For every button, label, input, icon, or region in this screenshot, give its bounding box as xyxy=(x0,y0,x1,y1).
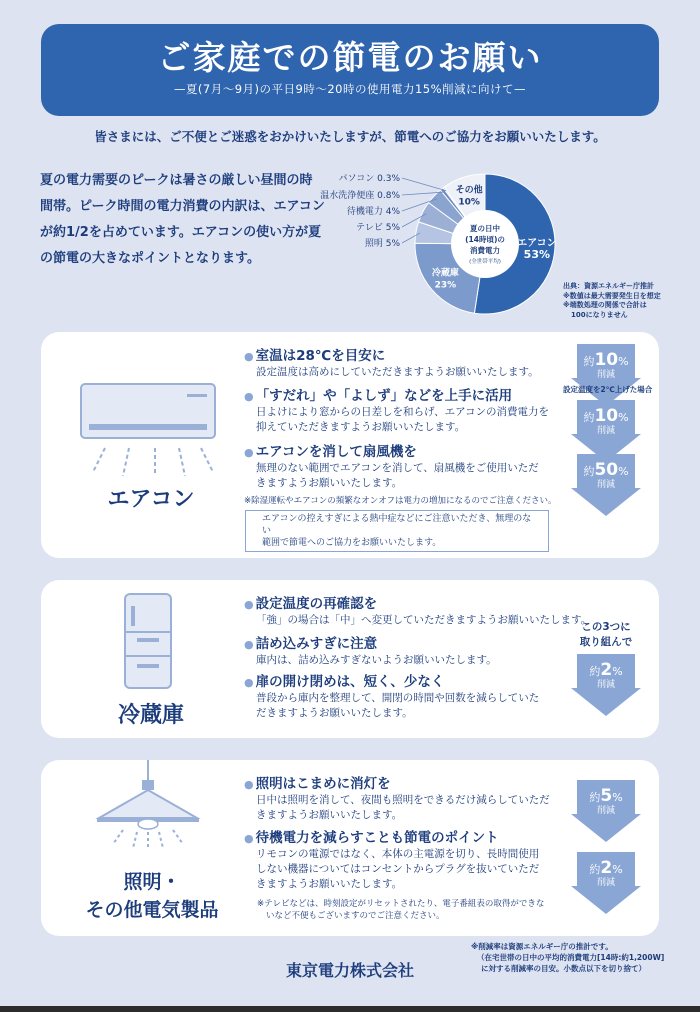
item-description: 日中は照明を消して、夜間も照明をできるだけ減らしていただ xyxy=(256,794,550,806)
item-description: 「強」の場合は「中」へ変更していただきますようお願いいたします。 xyxy=(256,614,592,626)
reduction-unit: % xyxy=(618,465,629,478)
footnote-line: （在宅世帯の日中の平均的消費電力[14時:約1,200W] xyxy=(477,953,665,962)
aircon-item-sudare xyxy=(244,388,549,435)
item-title: ● エアコンを消して扇風機を xyxy=(244,444,539,461)
ceiling-lamp-icon xyxy=(93,760,203,852)
bottom-bar xyxy=(0,1006,700,1012)
item-description: きますようお願いいたします。 xyxy=(256,878,403,890)
item-description: 設定温度は高めにしていただきますようお願いいたします。 xyxy=(256,366,539,378)
item-description: 抑えていただきますようお願いいたします。 xyxy=(256,421,466,433)
combine-note xyxy=(563,620,649,650)
reduction-label: 削減 xyxy=(596,806,615,816)
aircon-panel xyxy=(41,332,659,558)
reduction-arrow xyxy=(571,454,641,516)
pie-leader-line xyxy=(402,178,446,191)
pie-slice-value: 10% xyxy=(458,197,480,208)
item-title: ● 室温は28℃を目安に xyxy=(244,348,539,365)
pie-slice-label: エアコン xyxy=(517,237,557,249)
reduction-prefix: 約 xyxy=(583,411,595,424)
footnote-line: に対する削減率の目安。小数点以下を切り捨て） xyxy=(481,964,646,973)
reduction-arrow xyxy=(571,400,641,462)
source-line: ※数値は最大需要発生日を想定 xyxy=(563,291,661,300)
pie-slice-label: パソコン 0.3% xyxy=(338,174,400,184)
caution-line: 範囲で節電へのご協力をお願いいたします。 xyxy=(262,538,442,548)
pie-center-hole xyxy=(451,210,519,278)
footnote-line: ※削減率は資源エネルギー庁の推計です。 xyxy=(471,942,613,951)
lighting-label-line: 照明・ xyxy=(123,871,181,893)
lighting-panel xyxy=(41,760,659,936)
power-consumption-pie-chart xyxy=(320,160,575,310)
reduction-arrow xyxy=(571,344,641,406)
reduction-value: 2 xyxy=(600,858,613,878)
source-line: 100になりません xyxy=(571,310,628,319)
lighting-label-line: その他電気製品 xyxy=(85,899,219,921)
reduction-arrow xyxy=(571,852,641,914)
fridge-panel xyxy=(41,580,659,738)
combine-line: 取り組んで xyxy=(579,636,633,648)
aircon-icon xyxy=(79,382,219,482)
chart-source-note xyxy=(563,282,661,320)
item-title: ● 詰め込みすぎに注意 xyxy=(244,636,497,653)
reduction-unit: % xyxy=(618,411,629,424)
reduction-label: 削減 xyxy=(596,370,615,380)
reduction-prefix: 約 xyxy=(589,863,601,876)
pie-slice-value: 23% xyxy=(434,280,457,291)
page-subtitle: —夏(7月〜9月)の平日9時〜20時の使用電力15%削減に向けて— xyxy=(173,82,527,96)
reduction-unit: % xyxy=(612,863,623,876)
reduction-label: 削減 xyxy=(596,480,615,490)
item-title: ● 扉の開け閉めは、短く、少なく xyxy=(244,674,539,691)
item-description: きますようお願いいたします。 xyxy=(256,477,403,489)
aircon-item-temperature xyxy=(244,348,539,380)
item-description: リモコンの電源ではなく、本体の主電源を切り、長時間使用 xyxy=(256,848,540,860)
pie-slice-value: 53% xyxy=(523,247,551,261)
reduction-label: 削減 xyxy=(596,680,615,690)
fridge-item-door xyxy=(244,674,539,721)
item-description: 無理のない範囲でエアコンを消して、扇風機をご使用いただ xyxy=(256,462,539,474)
lead-text: 皆さまには、ご不便とご迷惑をおかけいたしますが、節電へのご協力をお願いいたします。 xyxy=(94,129,606,144)
item-description: きますようお願いいたします。 xyxy=(256,809,403,821)
pie-slice-label: 冷蔵庫 xyxy=(431,268,459,279)
aircon-label: エアコン xyxy=(107,487,195,512)
reduction-arrow xyxy=(571,654,641,716)
center-label-line2: (14時頃)の xyxy=(465,235,505,244)
center-label-line3: 消費電力 xyxy=(470,246,500,255)
reduction-value: 10 xyxy=(594,350,619,370)
reduction-value: 50 xyxy=(594,460,619,480)
reduction-label: 削減 xyxy=(596,426,615,436)
reduction-value: 2 xyxy=(600,660,613,680)
reduction-prefix: 約 xyxy=(583,465,595,478)
aircon-note: ※除湿運転やエアコンの頻繁なオンオフは電力の増加になるのでご注意ください。 xyxy=(244,496,557,506)
reduction-value: 5 xyxy=(600,786,613,806)
arrow-condition-note: 設定温度を2℃上げた場合 xyxy=(563,385,653,394)
reduction-prefix: 約 xyxy=(583,355,595,368)
note-line: いなど不便もございますのでご注意ください。 xyxy=(266,911,445,921)
aircon-caution-box xyxy=(245,510,549,552)
source-line: ※端数処理の関係で合計は xyxy=(563,301,647,309)
intro-text: 夏の電力需要のピークは暑さの厳しい昼間の時間帯。ピーク時間の電力消費の内訳は、エアコンが約1/2を占めています。エアコンの使い方が夏の節電の大きなポイントとなります。 xyxy=(40,173,325,266)
note-line: ※テレビなどは、時刻設定がリセットされたり、電子番組表の取得ができな xyxy=(257,899,545,909)
fridge-item-overfill xyxy=(244,636,497,668)
caution-line: エアコンの控えすぎによる熱中症などにご注意いただき、無理のない xyxy=(262,514,532,536)
pie-slice-label: その他 xyxy=(455,185,483,196)
fridge-label: 冷蔵庫 xyxy=(117,703,184,728)
reduction-prefix: 約 xyxy=(589,791,601,804)
reduction-label: 削減 xyxy=(596,878,615,888)
header-banner xyxy=(41,24,659,116)
pie-slice-label: 温水洗浄便座 0.8% xyxy=(320,191,400,201)
combine-line: この3つに xyxy=(581,621,631,633)
item-description: 庫内は、詰め込みすぎないようお願いいたします。 xyxy=(256,654,497,666)
item-description: 日よけにより窓からの日差しを和らげ、エアコンの消費電力を xyxy=(256,406,550,418)
reduction-unit: % xyxy=(618,355,629,368)
reduction-unit: % xyxy=(612,665,623,678)
lighting-item-standby xyxy=(244,830,539,892)
item-title: ● 設定温度の再確認を xyxy=(244,596,591,613)
source-line: 出典：資源エネルギー庁推計 xyxy=(563,282,654,290)
center-label-line4: (全世帯平均) xyxy=(469,259,501,265)
reduction-unit: % xyxy=(612,791,623,804)
pie-slice-label: テレビ 5% xyxy=(356,223,400,233)
center-label-line1: 夏の日中 xyxy=(470,224,500,233)
company-name: 東京電力株式会社 xyxy=(285,961,414,980)
lighting-note xyxy=(257,898,544,922)
item-title: ● 照明はこまめに消灯を xyxy=(244,776,550,793)
item-title: ● 待機電力を減らすことも節電のポイント xyxy=(244,830,539,847)
item-description: だきますようお願いいたします。 xyxy=(256,707,413,719)
reduction-prefix: 約 xyxy=(589,665,601,678)
aircon-item-fan xyxy=(244,444,539,491)
item-description: 普段から庫内を整理して、開閉の時間や回数を減らしていた xyxy=(256,692,540,704)
page-title: ご家庭での節電のお願い xyxy=(157,38,543,77)
pie-slice-label: 照明 5% xyxy=(364,239,400,249)
reduction-arrow xyxy=(571,780,641,842)
reduction-value: 10 xyxy=(594,406,619,426)
fridge-icon xyxy=(123,592,173,690)
lighting-label xyxy=(57,868,247,924)
item-description: しない機器についてはコンセントからプラグを抜いていただ xyxy=(256,863,540,875)
lighting-item-turnoff xyxy=(244,776,550,823)
pie-slice-label: 待機電力 4% xyxy=(346,207,400,217)
fridge-item-setting xyxy=(244,596,591,628)
item-title: ● 「すだれ」や「よしず」などを上手に活用 xyxy=(244,388,549,405)
